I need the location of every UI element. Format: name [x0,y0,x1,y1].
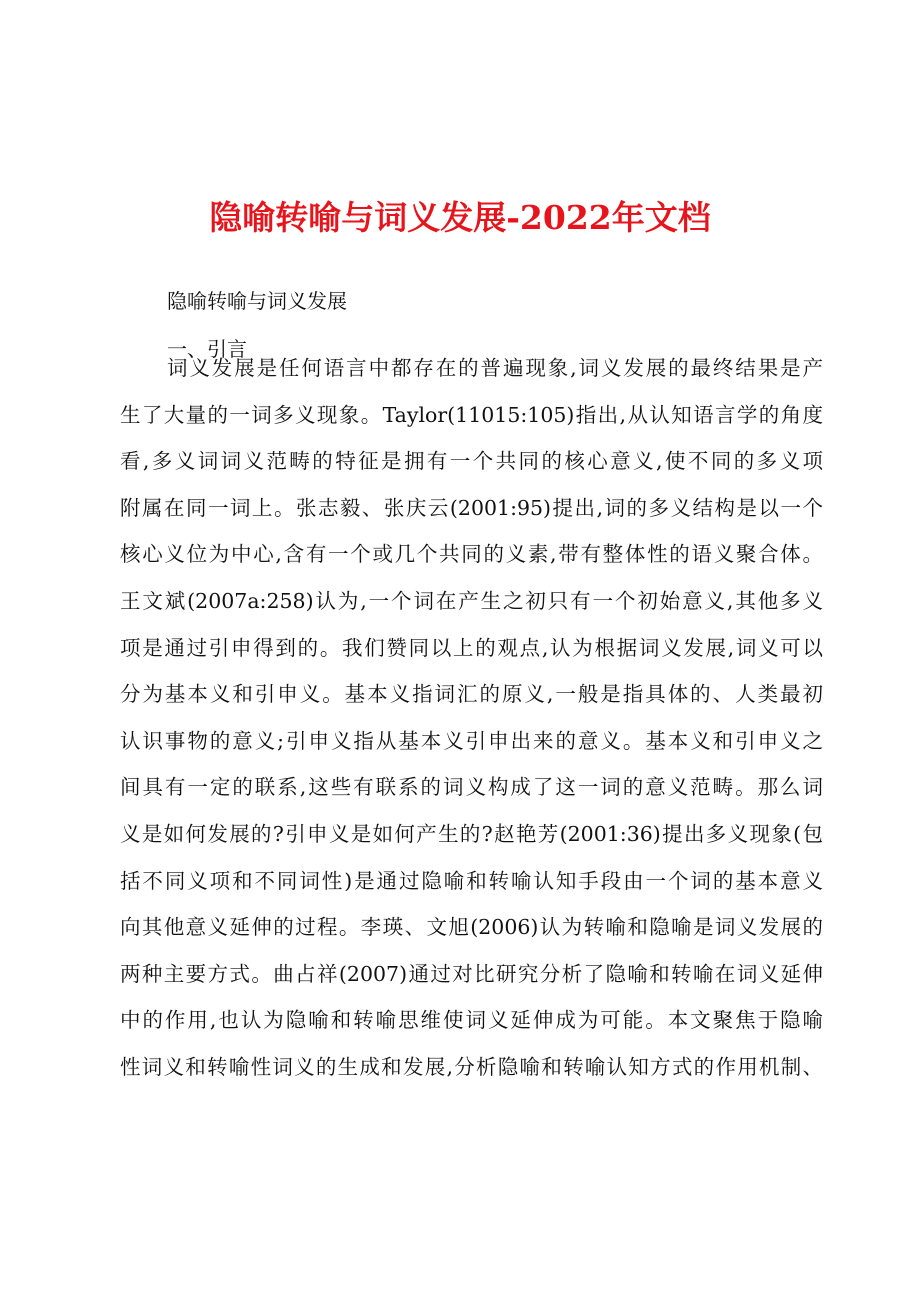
body-line: 中的作用,也认为隐喻和转喻思维使词义延伸成为可能。本文聚焦于隐喻 [120,1008,823,1033]
body-line: 向其他意义延伸的过程。李瑛、文旭(2006)认为转喻和隐喻是词义发展的 [120,915,823,940]
body-line: 附属在同一词上。张志毅、张庆云(2001:95)提出,词的多义结构是以一个 [120,495,823,520]
document-title: 隐喻转喻与词义发展-2022年文档 [209,198,711,237]
body-line: 看,多义词词义范畴的特征是拥有一个共同的核心意义,使不同的多义项 [120,449,823,474]
body-line: 核心义位为中心,含有一个或几个共同的义素,带有整体性的语义聚合体。 [120,542,823,567]
body-line: 间具有一定的联系,这些有联系的词义构成了这一词的意义范畴。那么词 [120,775,823,800]
document-subtitle: 隐喻转喻与词义发展 [167,289,347,313]
body-line: 项是通过引申得到的。我们赞同以上的观点,认为根据词义发展,词义可以 [120,635,823,660]
body-line: 性词义和转喻性词义的生成和发展,分析隐喻和转喻认知方式的作用机制、 [120,1055,823,1079]
body-line: 两种主要方式。曲占祥(2007)通过对比研究分析了隐喻和转喻在词义延伸 [120,961,823,986]
section-heading: 一、引言 [167,337,247,361]
body-line: 义是如何发展的?引申义是如何产生的?赵艳芳(2001:36)提出多义现象(包 [120,822,823,846]
body-line: 括不同义项和不同词性)是通过隐喻和转喻认知手段由一个词的基本意义 [120,868,823,893]
body-line: 分为基本义和引申义。基本义指词汇的原义,一般是指具体的、人类最初 [120,682,823,707]
body-line: 认识事物的意义;引申义指从基本义引申出来的意义。基本义和引申义之 [120,728,823,753]
body-line: 词义发展是任何语言中都存在的普遍现象,词义发展的最终结果是产 [167,356,823,380]
body-line: 王文斌(2007a:258)认为,一个词在产生之初只有一个初始意义,其他多义 [120,589,823,613]
body-line: 生了大量的一词多义现象。Taylor(11015:105)指出,从认知语言学的角度 [120,402,823,427]
